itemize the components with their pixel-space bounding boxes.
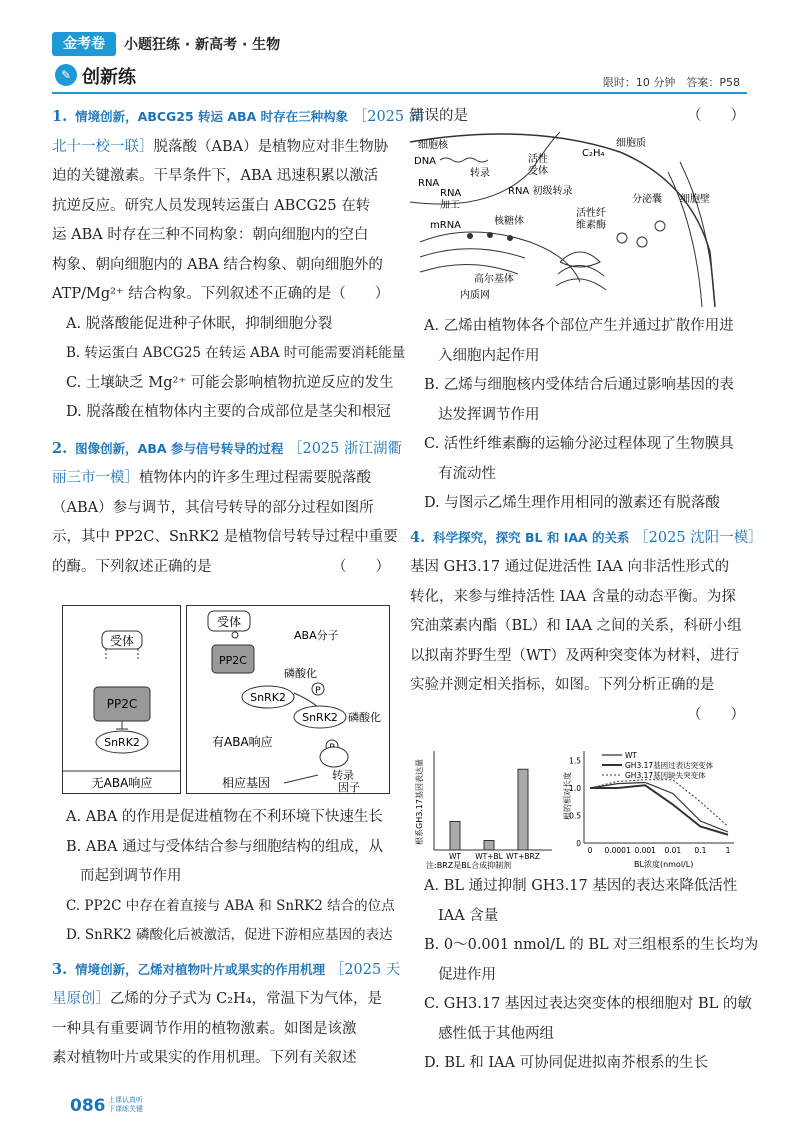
rna2-label: RNA: [440, 188, 462, 199]
line-xtick-5: 1: [725, 846, 731, 855]
left-receptor-label: 受体: [109, 634, 135, 648]
q4-charts: [412, 745, 742, 870]
section-icon: ✎: [55, 64, 77, 86]
process-label: 加工: [440, 200, 460, 211]
bar-1: [484, 841, 494, 851]
line-xtick-4: 0.1: [694, 846, 707, 855]
arrow-gene: [284, 775, 318, 783]
left-column-lower: [52, 803, 401, 1074]
bar-category-2: WT+BRZ: [506, 852, 540, 861]
q2-option-c[interactable]: C. PP2C 中存在着直接与 ABA 和 SnRK2 结合的位点: [66, 897, 395, 914]
q2-option-d[interactable]: D. SnRK2 磷酸化后被激活，促进下游相应基因的表达: [66, 927, 393, 943]
q4-line: 基因 GH3.17 通过促进活性 IAA 向非活性形式的: [410, 559, 730, 575]
vesicle-label: 分泌囊: [632, 194, 662, 205]
q3-option-a[interactable]: A. 乙烯由植物体各个部位产生并通过扩散作用进: [424, 318, 734, 334]
line-xtick-2: 0.001: [634, 846, 656, 855]
line-ytick-0: 0: [576, 839, 581, 848]
bar-chart: [414, 751, 552, 870]
q3-head: 3. 情境创新，乙烯对植物叶片或果实的作用机理 ［2025 天: [52, 960, 401, 978]
section-divider: [52, 92, 747, 94]
phos-label-1: 磷酸化: [284, 667, 317, 680]
q4-option-c[interactable]: C. GH3.17 基因过表达突变体的根细胞对 BL 的敏: [424, 996, 752, 1012]
legend-entry-2: GH3.17基因缺失突变体: [625, 771, 706, 780]
right-column-lower: [410, 872, 759, 1079]
snrk2-label-a: SnRK2: [250, 691, 286, 704]
series-badge: 金考卷: [52, 32, 116, 56]
q2-line: 的酶。下列叙述正确的是 （ ）: [52, 558, 390, 575]
dna-strand: [440, 158, 488, 162]
q1-option-d[interactable]: D. 脱落酸在植物体内主要的合成部位是茎尖和根冠: [66, 404, 391, 420]
line-xtick-3: 0.01: [664, 846, 682, 855]
q3-option-b-cont: 达发挥调节作用: [438, 406, 540, 423]
q3-figure: [410, 132, 735, 310]
q1-line: 运 ABA 时存在三种不同构象：朝向细胞内的空白: [52, 227, 369, 243]
q2-line: （ABA）参与调节，其信号转导的部分过程如图所: [52, 499, 374, 516]
q4-option-b-cont: 促进作用: [438, 966, 496, 983]
q4-line: 转化，来参与维持活性 IAA 含量的动态平衡。为探: [410, 588, 736, 605]
phos-label-2: 磷酸化: [348, 711, 381, 724]
bar-0: [450, 822, 460, 851]
right-receptor-label: 受体: [216, 615, 242, 629]
q4-option-d[interactable]: D. BL 和 IAA 可协同促进拟南芥根系的生长: [424, 1055, 709, 1071]
line-ylabel: 根的相对长度: [563, 772, 572, 820]
q4-line: 以拟南芥野生型（WT）及两种突变体为材料，进行: [410, 647, 740, 664]
q2-head: 2. 图像创新，ABA 参与信号转导的过程 ［2025 浙江湖衢: [52, 439, 402, 457]
q4-line: （ ）: [687, 706, 745, 723]
q1-option-b[interactable]: B. 转运蛋白 ABCG25 在转运 ABA 时可能需要消耗能量: [66, 345, 406, 361]
ribosome-dot: [487, 232, 493, 238]
active-label: 活性: [528, 154, 548, 165]
q3-line: 一种具有重要调节作用的植物激素。如图是该激: [52, 1020, 357, 1037]
vesicle: [655, 221, 665, 231]
line-xlabel: BL浓度(nmol/L): [634, 860, 694, 869]
page-number: 086: [70, 1096, 106, 1116]
q4-option-a-cont: IAA 含量: [438, 907, 499, 924]
right-pp2c-label: PP2C: [219, 654, 247, 667]
ribosome-dot: [467, 233, 473, 239]
q2-option-b-cont: 而起到调节作用: [80, 868, 182, 884]
q1-option-c[interactable]: C. 土壤缺乏 Mg²⁺ 可能会影响植物抗逆反应的发生: [66, 374, 394, 391]
q3-line: 星原创］乙烯的分子式为 C₂H₄，常温下为气体，是: [52, 991, 382, 1007]
golgi-label: 高尔基体: [474, 274, 514, 285]
tf-ellipse: [320, 747, 348, 767]
cytoplasm-label: 细胞质: [616, 138, 646, 149]
legend-entry-0: WT: [625, 751, 637, 760]
q2-line: 丽三市一模］植物体内的许多生理过程需要脱落酸: [52, 470, 371, 486]
vesicle: [637, 237, 647, 247]
q4-option-b[interactable]: B. 0～0.001 nmol/L 的 BL 对三组根系的生长均为: [424, 937, 759, 953]
right-column: [410, 102, 745, 132]
line-xtick-0: 0: [587, 846, 593, 855]
tf-label-2: 因子: [338, 781, 360, 794]
q3-option-c[interactable]: C. 活性纤维素酶的运输分泌过程体现了生物膜具: [424, 436, 734, 452]
cellulase-label-2: 维素酶: [576, 220, 606, 231]
line-series-2: [590, 780, 728, 827]
q2-option-a[interactable]: A. ABA 的作用是促进植物在不利环境下快速生长: [66, 809, 383, 825]
q1-line: 构象、朝向细胞内的 ABA 结合构象、朝向细胞外的: [52, 256, 383, 273]
q4-option-a[interactable]: A. BL 通过抑制 GH3.17 基因的表达来降低活性: [424, 878, 738, 894]
tf-label-1: 转录: [332, 769, 354, 782]
section-meta: 限时：10 分钟 答案：P58: [602, 76, 740, 89]
left-column: [52, 102, 424, 582]
bar-category-1: WT+BL: [475, 852, 503, 861]
dna-label: DNA: [414, 156, 437, 167]
line-ytick-3: 1.5: [569, 756, 581, 766]
left-inhibit-mark: [116, 721, 128, 729]
legend-entry-1: GH3.17基因过表达突变体: [625, 761, 714, 770]
page-slogan: 上课认真听 下课练关键: [108, 1096, 143, 1113]
ribosome-label: 核糖体: [494, 216, 524, 227]
left-caption: 无ABA响应: [91, 776, 153, 790]
q3-option-a-cont: 入细胞内起作用: [438, 347, 540, 364]
line-ytick-1: 0.5: [569, 811, 581, 821]
phosphate-label-1: P: [315, 686, 321, 696]
line-series-1: [590, 785, 728, 835]
q3-option-d[interactable]: D. 与图示乙烯生理作用相同的激素还有脱落酸: [424, 495, 720, 511]
golgi-stack: [556, 252, 606, 290]
bar-note: 注:BRZ是BL合成抑制剂: [426, 861, 512, 870]
q2-figure: [62, 605, 390, 795]
q1-head: 1. 情境创新，ABCG25 转运 ABA 时存在三种构象 ［2025 湖: [52, 108, 424, 125]
q4-line: 究油菜素内酯（BL）和 IAA 之间的关系，科研小组: [410, 618, 742, 634]
q1-option-a[interactable]: A. 脱落酸能促进种子休眠，抑制细胞分裂: [66, 315, 333, 332]
left-receptor-arms: [106, 649, 138, 661]
q1-line: 抗逆反应。研究人员发现转运蛋白 ABCG25 在转: [52, 197, 371, 214]
receptor-label: 受体: [528, 166, 548, 177]
cell-wall: [668, 162, 715, 307]
left-pp2c-label: PP2C: [106, 697, 138, 711]
snrk2-label-b: SnRK2: [302, 711, 338, 724]
q3-line: 素对植物叶片或果实的作用机理。下列有关叙述: [52, 1050, 357, 1066]
vesicle: [617, 233, 627, 243]
response-label: 有ABA响应: [212, 735, 273, 749]
wall-label: 细胞壁: [680, 194, 710, 205]
nucleus-label: 细胞核: [418, 140, 448, 151]
bar-2: [518, 769, 528, 850]
q4-head: 4. 科学探究，探究 BL 和 IAA 的关系 ［2025 沈阳一模］: [410, 528, 763, 546]
rna-label: RNA: [418, 178, 440, 189]
aba-molecule: [232, 632, 238, 638]
series-title: 小题狂练 · 新高考 · 生物: [124, 37, 281, 53]
c2h4-label: C₂H₄: [582, 148, 605, 159]
q4-option-c-cont: 感性低于其他两组: [438, 1025, 554, 1042]
line-ytick-2: 1.0: [569, 784, 581, 793]
bar-ylabel: 根系GH3.17基因表达量: [415, 758, 424, 845]
q3-option-c-cont: 有流动性: [438, 465, 496, 482]
bar-category-0: WT: [449, 852, 461, 861]
aba-label: ABA分子: [294, 629, 339, 642]
q2-line: 示，其中 PP2C、SnRK2 是植物信号转导过程中重要: [52, 529, 398, 545]
cellulase-label-1: 活性纤: [576, 208, 606, 219]
right-column-mid: [410, 312, 763, 730]
q1-line: ATP/Mg²⁺ 结合构象。下列叙述不正确的是（ ）: [52, 286, 390, 302]
q1-line: 北十一校一联］脱落酸（ABA）是植物应对非生物胁: [52, 138, 389, 155]
q3-option-b[interactable]: B. 乙烯与细胞核内受体结合后通过影响基因的表: [424, 377, 734, 393]
gene-label: 相应基因: [222, 776, 271, 790]
section-title: 创新练: [82, 67, 136, 88]
er-label: 内质网: [460, 290, 490, 301]
q3-line: 错误的是 （ ）: [410, 108, 745, 124]
transcribe-label: 转录: [470, 168, 490, 179]
line-chart: [562, 751, 734, 869]
init-transcript-label: RNA 初级转录: [508, 186, 573, 197]
q1-line: 迫的关键激素。干旱条件下，ABA 迅速积累以激活: [52, 168, 379, 184]
q4-line: 实验并测定相关指标，如图。下列分析正确的是: [410, 677, 715, 693]
left-snrk2-label: SnRK2: [104, 736, 140, 749]
ribosome-dot: [507, 235, 513, 241]
line-series-0: [590, 783, 728, 833]
q2-option-b[interactable]: B. ABA 通过与受体结合参与细胞结构的组成，从: [66, 838, 384, 855]
mrna-label: mRNA: [430, 220, 462, 231]
line-xtick-1: 0.0001: [604, 846, 631, 855]
